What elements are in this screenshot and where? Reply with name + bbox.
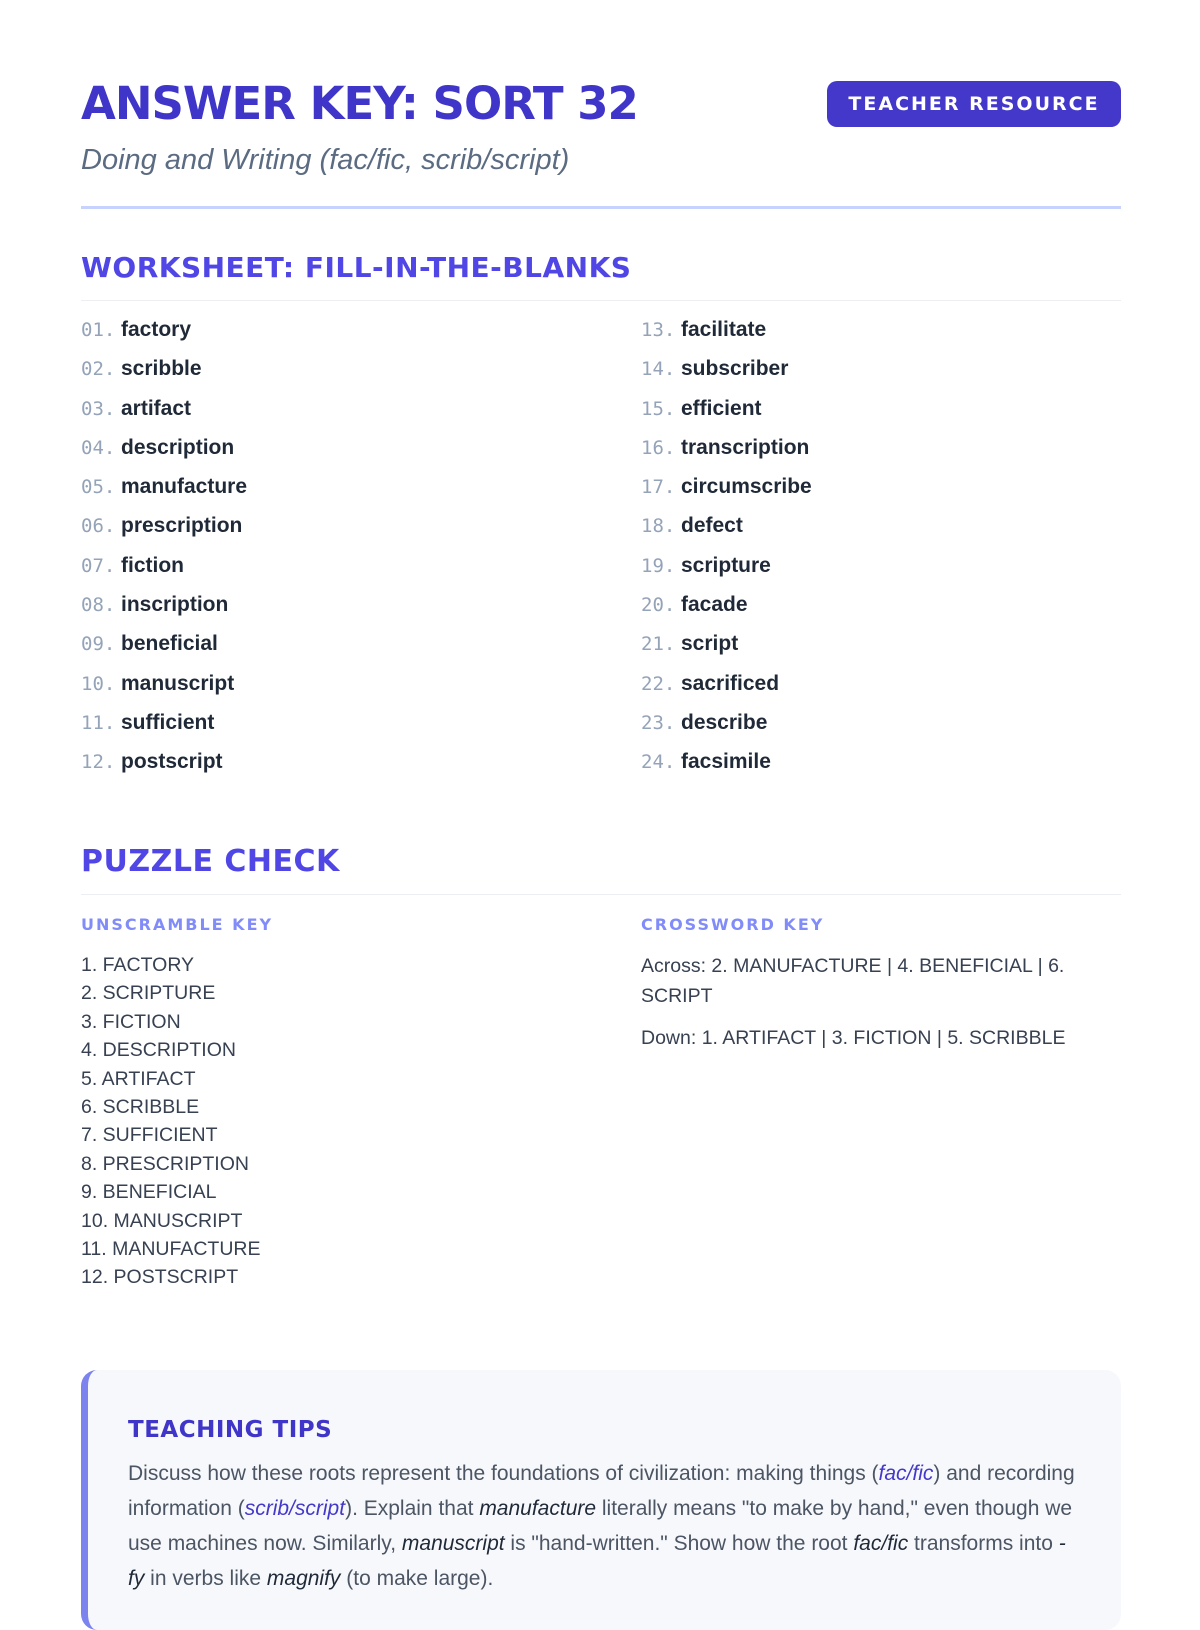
answer-word: description (121, 435, 235, 459)
answer-word: factory (121, 318, 192, 341)
answer-word: transcription (681, 435, 810, 459)
answer-item (641, 357, 812, 396)
answer-item (81, 397, 247, 436)
answer-item (81, 436, 247, 475)
answer-item (641, 632, 812, 671)
unscramble-key-list (81, 951, 261, 1292)
answer-number: 03. (81, 397, 116, 420)
answer-number: 07. (81, 554, 116, 577)
answer-word: scribble (121, 357, 202, 381)
unscramble-answer: 10. MANUSCRIPT (81, 1209, 243, 1232)
answer-number: 06. (81, 515, 116, 538)
answer-number: 17. (641, 476, 676, 499)
unscramble-answer: 8. PRESCRIPTION (81, 1152, 249, 1175)
answer-number: 05. (81, 476, 116, 499)
answer-number: 08. (81, 594, 116, 617)
root-fac-fic: fac/fic (878, 1462, 934, 1485)
worksheet-heading: WORKSHEET: FILL-IN-THE-BLANKS (81, 248, 1121, 301)
answer-word: fiction (121, 553, 184, 577)
puzzle-check-heading: PUZZLE CHECK (81, 842, 1121, 895)
answer-word: sufficient (121, 710, 215, 734)
answer-word: subscriber (681, 357, 789, 381)
answer-item (81, 318, 247, 357)
answer-number: 01. (81, 319, 116, 341)
answer-item (81, 475, 247, 514)
answer-list-right (641, 318, 812, 790)
unscramble-answer: 3. FICTION (81, 1010, 181, 1033)
answer-number: 16. (641, 436, 676, 459)
unscramble-answer: 11. MANUFACTURE (81, 1237, 261, 1260)
answer-word: circumscribe (681, 475, 812, 499)
answer-number: 09. (81, 633, 116, 656)
answer-item (81, 593, 247, 632)
teacher-resource-badge: TEACHER RESOURCE (827, 81, 1121, 127)
answer-item (641, 397, 812, 436)
answer-item (641, 475, 812, 514)
answer-word: facade (681, 593, 748, 617)
unscramble-answer: 4. DESCRIPTION (81, 1039, 236, 1062)
answer-item (81, 632, 247, 671)
teaching-tips-box (81, 1370, 1121, 1630)
answer-item (81, 514, 247, 553)
answer-item (81, 554, 247, 593)
emphasis-manufacture: manufacture (479, 1497, 597, 1520)
answer-item (81, 711, 247, 750)
unscramble-answer: 5. ARTIFACT (81, 1067, 196, 1090)
answer-word: defect (681, 514, 743, 538)
answer-item (81, 672, 247, 711)
answer-word: facilitate (681, 318, 767, 341)
crossword-key-label: CROSSWORD KEY (641, 915, 825, 934)
answer-number: 10. (81, 672, 116, 695)
tips-text-segment: transforms into (908, 1532, 1059, 1555)
answer-word: sacrificed (681, 671, 780, 695)
answer-item (81, 357, 247, 396)
answer-number: 13. (641, 319, 676, 341)
answer-word: beneficial (121, 632, 218, 656)
answer-item (81, 750, 247, 789)
answer-item (641, 593, 812, 632)
teaching-tips-text (128, 1456, 1081, 1596)
answer-number: 20. (641, 594, 676, 617)
answer-number: 02. (81, 358, 116, 381)
answer-item (641, 318, 812, 357)
root-scrib-script: scrib/script (244, 1497, 346, 1520)
answer-item (641, 750, 812, 789)
answer-number: 11. (81, 711, 116, 734)
answer-word: manuscript (121, 671, 235, 695)
unscramble-key-label: UNSCRAMBLE KEY (81, 915, 274, 934)
crossword-across: Across: 2. MANUFACTURE | 4. BENEFICIAL | 6. SCRIPT (641, 955, 1065, 1007)
answer-number: 19. (641, 554, 676, 577)
answer-number: 14. (641, 358, 676, 381)
tips-text-segment: ) and recording information ( (128, 1462, 1075, 1520)
answer-item (641, 672, 812, 711)
emphasis-magnify: magnify (266, 1567, 341, 1590)
unscramble-answer: 9. BENEFICIAL (81, 1181, 217, 1204)
answer-word: script (681, 632, 739, 656)
answer-word: scripture (681, 553, 771, 577)
answer-number: 18. (641, 515, 676, 538)
answer-number: 22. (641, 672, 676, 695)
unscramble-answer: 6. SCRIBBLE (81, 1095, 200, 1118)
answer-word: inscription (121, 593, 229, 617)
answer-list-left (81, 318, 247, 790)
answer-word: describe (681, 710, 768, 734)
answer-item (641, 711, 812, 750)
tips-text-segment: in verbs like (144, 1567, 267, 1590)
answer-number: 15. (641, 397, 676, 420)
tips-text-segment: literally means "to make by hand," even though we use machines now. Similarly, (128, 1497, 1073, 1555)
answer-word: efficient (681, 396, 762, 420)
teaching-tips-title: TEACHING TIPS (128, 1417, 333, 1443)
answer-word: artifact (121, 396, 192, 420)
emphasis-manuscript: manuscript (401, 1532, 505, 1555)
tips-text-segment: is "hand-written." Show how the root (504, 1532, 854, 1555)
answer-item (641, 514, 812, 553)
crossword-key (641, 951, 1121, 1065)
answer-word: prescription (121, 514, 243, 538)
answer-word: facsimile (681, 750, 771, 774)
answer-number: 21. (641, 633, 676, 656)
unscramble-answer: 7. SUFFICIENT (81, 1124, 218, 1147)
unscramble-answer: 2. SCRIPTURE (81, 982, 216, 1005)
unscramble-answer: 12. POSTSCRIPT (81, 1266, 239, 1289)
answer-number: 23. (641, 711, 676, 734)
answer-number: 24. (641, 751, 676, 774)
emphasis-fac-fic: fac/fic (853, 1532, 909, 1555)
emphasis-fy: -fy (128, 1532, 1066, 1590)
answer-word: manufacture (121, 475, 248, 499)
page-title: ANSWER KEY: SORT 32 (81, 77, 638, 130)
tips-text-segment: Discuss how these roots represent the foundations of civilization: making things ( (128, 1462, 879, 1485)
page-header (81, 0, 1121, 209)
answer-number: 12. (81, 751, 116, 774)
crossword-down: Down: 1. ARTIFACT | 3. FICTION | 5. SCRIBBLE (641, 1027, 1066, 1049)
answer-number: 04. (81, 436, 116, 459)
page-subtitle: Doing and Writing (fac/fic, scrib/script) (81, 144, 570, 176)
unscramble-answer: 1. FACTORY (81, 954, 195, 976)
answer-word: postscript (121, 750, 223, 774)
answer-item (641, 554, 812, 593)
answer-item (641, 436, 812, 475)
tips-text-segment: (to make large). (340, 1567, 494, 1590)
tips-text-segment: ). Explain that (345, 1497, 480, 1520)
answer-key-page (81, 0, 1121, 1590)
